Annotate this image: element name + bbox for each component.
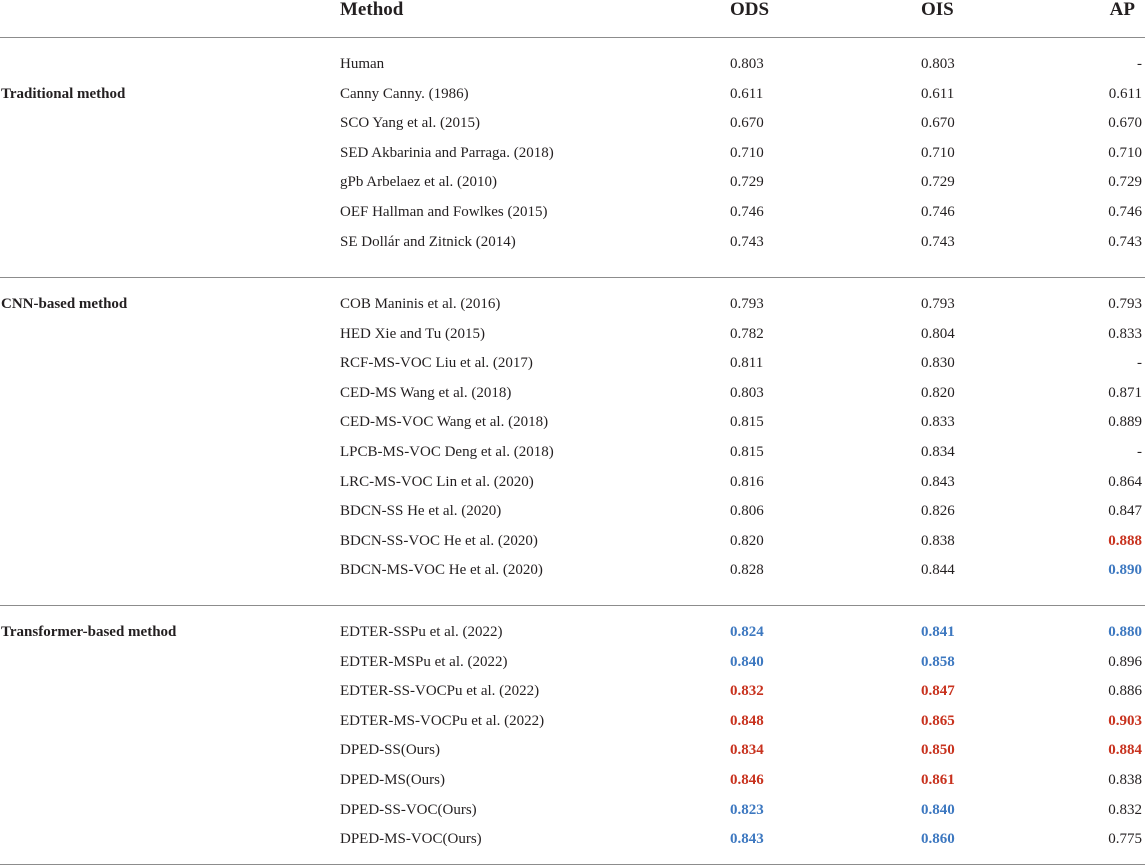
method-cell: COB Maninis et al. (2016) [340,296,501,312]
table-row [0,532,1145,562]
ods-cell: 0.824 [730,624,764,640]
ods-cell: 0.846 [730,772,764,788]
table-row [0,443,1145,473]
ois-cell: 0.850 [921,742,955,759]
ap-cell: 0.871 [1108,384,1142,401]
ap-cell: 0.889 [1108,414,1142,431]
ois-cell: 0.804 [921,325,955,342]
method-cell: BDCN-SS-VOC He et al. (2020) [340,532,538,549]
method-cell: OEF Hallman and Fowlkes (2015) [340,204,548,220]
ois-cell: 0.834 [921,444,955,460]
table-row [0,384,1145,414]
table-row [0,85,1145,115]
method-cell: DPED-SS(Ours) [340,742,441,759]
ap-cell: 0.833 [1108,325,1142,342]
ap-cell: 0.710 [1108,144,1142,161]
ois-cell: 0.710 [921,144,955,161]
ap-cell: 0.847 [1108,503,1142,520]
method-cell: CED-MS Wang et al. (2018) [340,384,512,401]
ods-cell: 0.840 [730,653,764,670]
ois-cell: 0.847 [921,683,955,700]
ap-cell: 0.896 [1108,653,1142,670]
table-header [0,0,1145,30]
ap-cell: 0.884 [1108,742,1142,759]
ois-cell: 0.820 [921,384,955,401]
ois-cell: 0.743 [921,233,955,250]
ap-cell: 0.890 [1108,562,1142,579]
table-row [0,771,1145,801]
ods-cell: 0.670 [730,115,764,132]
ap-cell: 0.903 [1108,712,1142,729]
ois-cell: 0.861 [921,772,955,788]
table-row [0,801,1145,831]
table-row [0,144,1145,174]
method-cell: EDTER-MS-VOCPu et al. (2022) [340,712,545,729]
table-row [0,325,1145,355]
table-row [0,561,1145,591]
ap-cell: 0.729 [1108,174,1142,191]
ap-cell: 0.838 [1108,772,1142,788]
table-row [0,682,1145,712]
table-row [0,712,1145,742]
method-cell: Canny Canny. (1986) [340,85,469,102]
ap-cell: 0.832 [1108,801,1142,818]
ods-cell: 0.803 [730,56,764,72]
ods-cell: 0.843 [730,831,764,848]
table-row [0,203,1145,233]
method-cell: LPCB-MS-VOC Deng et al. (2018) [340,444,554,460]
ods-cell: 0.743 [730,233,764,250]
method-cell: RCF-MS-VOC Liu et al. (2017) [340,355,533,372]
table-row [0,354,1145,384]
ois-cell: 0.844 [921,562,955,579]
table-row [0,623,1145,653]
ois-cell: 0.729 [921,174,955,191]
ods-cell: 0.823 [730,801,764,818]
ods-cell: 0.816 [730,473,764,490]
ods-cell: 0.803 [730,384,764,401]
ois-cell: 0.860 [921,831,955,848]
ods-cell: 0.746 [730,204,764,220]
header-ois: OIS [921,0,954,20]
header-rule [0,37,1145,38]
ois-cell: 0.858 [921,653,955,670]
ods-cell: 0.828 [730,562,764,579]
ods-cell: 0.782 [730,325,764,342]
method-cell: DPED-SS-VOC(Ours) [340,801,477,818]
ois-cell: 0.843 [921,473,955,490]
ois-cell: 0.833 [921,414,955,431]
ap-cell: 0.886 [1108,683,1142,700]
table-row [0,473,1145,503]
ap-cell: - [1137,444,1142,460]
table-row [0,295,1145,325]
table-row [0,741,1145,771]
ap-cell: - [1137,355,1142,372]
ods-cell: 0.710 [730,144,764,161]
ods-cell: 0.832 [730,683,764,700]
ods-cell: 0.793 [730,296,764,312]
ap-cell: 0.743 [1108,233,1142,250]
method-cell: SCO Yang et al. (2015) [340,115,481,132]
table-row [0,653,1145,683]
header-ods: ODS [730,0,770,20]
bottom-rule [0,864,1145,865]
ap-cell: 0.746 [1108,204,1142,220]
ap-cell: 0.793 [1108,296,1142,312]
ods-cell: 0.820 [730,532,764,549]
table-row [0,55,1145,85]
method-cell: DPED-MS(Ours) [340,772,445,788]
ods-cell: 0.806 [730,503,764,520]
group-rule [0,277,1145,278]
header-ap: AP [1109,0,1135,20]
ods-cell: 0.729 [730,174,764,191]
method-cell: gPb Arbelaez et al. (2010) [340,174,498,191]
ap-cell: 0.864 [1108,473,1142,490]
group-label: Transformer-based method [1,624,177,640]
header-method: Method [340,0,404,20]
table-row [0,413,1145,443]
ois-cell: 0.840 [921,801,955,818]
method-cell: SE Dollár and Zitnick (2014) [340,233,516,250]
table-row [0,173,1145,203]
ois-cell: 0.793 [921,296,955,312]
ods-cell: 0.815 [730,444,764,460]
group-rule [0,605,1145,606]
ois-cell: 0.830 [921,355,955,372]
ods-cell: 0.815 [730,414,764,431]
table-row [0,233,1145,263]
table-row [0,830,1145,860]
ois-cell: 0.841 [921,624,955,640]
ois-cell: 0.826 [921,503,955,520]
table-row [0,502,1145,532]
ods-cell: 0.848 [730,712,764,729]
method-cell: BDCN-MS-VOC He et al. (2020) [340,562,543,579]
method-cell: EDTER-MSPu et al. (2022) [340,653,508,670]
ois-cell: 0.865 [921,712,955,729]
ois-cell: 0.803 [921,56,955,72]
method-cell: SED Akbarinia and Parraga. (2018) [340,144,554,161]
ods-cell: 0.811 [730,355,764,372]
method-cell: CED-MS-VOC Wang et al. (2018) [340,414,549,431]
ods-cell: 0.834 [730,742,764,759]
group-label: Traditional method [1,86,126,102]
method-cell: EDTER-SSPu et al. (2022) [340,624,503,640]
method-cell: Human [340,56,385,72]
ap-cell: 0.775 [1108,831,1142,848]
ois-cell: 0.670 [921,115,955,132]
ois-cell: 0.746 [921,204,955,220]
table-row [0,114,1145,144]
method-cell: HED Xie and Tu (2015) [340,325,485,342]
ap-cell: - [1137,56,1142,72]
method-cell: DPED-MS-VOC(Ours) [340,831,482,848]
group-label: CNN-based method [1,296,128,312]
method-cell: LRC-MS-VOC Lin et al. (2020) [340,473,534,490]
ods-cell: 0.611 [730,85,764,102]
ois-cell: 0.838 [921,532,955,549]
method-cell: EDTER-SS-VOCPu et al. (2022) [340,683,540,700]
ois-cell: 0.611 [921,85,955,102]
ap-cell: 0.888 [1108,532,1142,549]
ap-cell: 0.670 [1108,115,1142,132]
ap-cell: 0.880 [1108,624,1142,640]
method-cell: BDCN-SS He et al. (2020) [340,503,502,520]
ap-cell: 0.611 [1108,85,1142,102]
